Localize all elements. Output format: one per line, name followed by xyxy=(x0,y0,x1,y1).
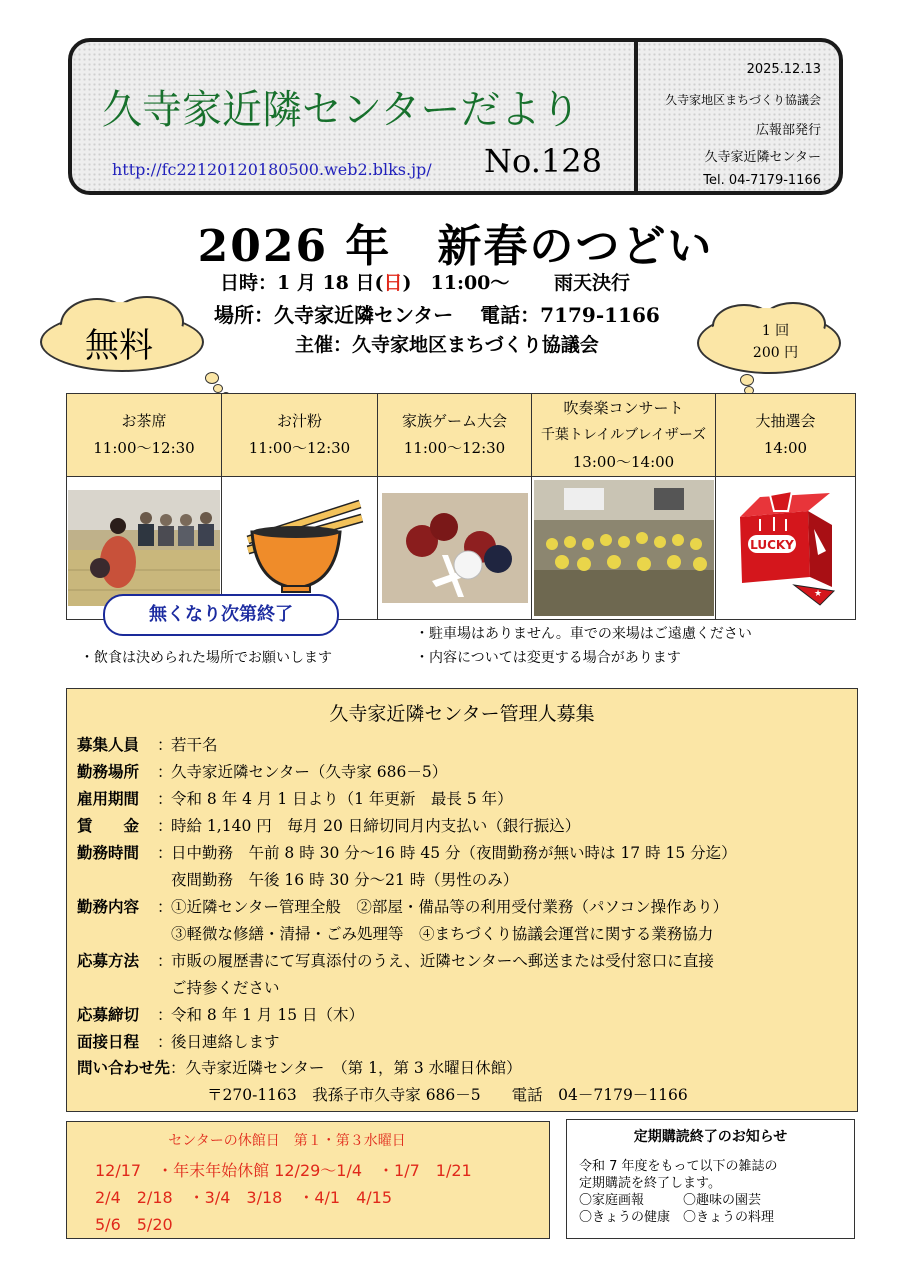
program-soup: お汁粉 11:00～12:30 xyxy=(222,394,378,477)
holiday-line: 2/4 2/18 ・3/4 3/18 ・4/1 4/15 xyxy=(95,1188,393,1207)
holiday-box xyxy=(66,1121,550,1239)
recruitment-row-label: 募集人員 xyxy=(77,736,140,754)
recruitment-address: 〒270-1163 我孫子市久寺家 686－5 電話 04－7179－1166 xyxy=(207,1086,688,1104)
recruitment-row-value: ③軽微な修繕・清掃・ごみ処理等 ④まちづくり協議会運営に関する業務協力 xyxy=(171,925,714,943)
recruitment-row xyxy=(77,920,713,948)
recruitment-row-label: 面接日程 xyxy=(77,1033,140,1051)
recruitment-row-value: 夜間勤務 午後 16 時 30 分～21 時（男性のみ） xyxy=(171,871,519,889)
recruitment-row: 勤務場所 ：久寺家近隣センター（久寺家 686－5） xyxy=(77,758,447,786)
recruitment-row-value: 令和 8 年 4 月 1 日より（1 年更新 最長 5 年） xyxy=(171,790,513,808)
recruitment-row: 勤務内容 ：①近隣センター管理全般 ②部屋・備品等の利用受付業務（パソコン操作あり） xyxy=(77,893,728,921)
recruitment-row-value: 令和 8 年 1 月 15 日（木） xyxy=(171,1006,365,1024)
recruitment-row-value: ①近隣センター管理全般 ②部屋・備品等の利用受付業務（パソコン操作あり） xyxy=(171,898,729,916)
newsletter-title: 久寺家近隣センターだより xyxy=(102,87,581,133)
free-label: 無料 xyxy=(85,326,153,366)
program-concert: 吹奏楽コンサート 千葉トレイルブレイザーズ 13:00～14:00 xyxy=(532,394,716,477)
recruitment-row: 応募締切 ：令和 8 年 1 月 15 日（木） xyxy=(77,1001,364,1029)
recruitment-title: 久寺家近隣センター管理人募集 xyxy=(329,703,595,725)
recruitment-row-value: 市販の履歴書にて写真添付のうえ、近隣センターへ郵送または受付窓口に直接 xyxy=(171,952,714,970)
recruitment-row: 応募方法 ：市販の履歴書にて写真添付のうえ、近隣センターへ郵送または受付窓口に直接 xyxy=(77,947,714,975)
subscription-line: 〇家庭画報 〇趣味の園芸 xyxy=(579,1193,762,1208)
publisher-center: 久寺家近隣センター xyxy=(704,150,821,165)
recruitment-row-label: 応募締切 xyxy=(77,1006,140,1024)
food-note: ・飲食は決められた場所でお願いします xyxy=(80,650,332,666)
recruitment-row-label: 雇用期間 xyxy=(77,790,140,808)
newsletter-header xyxy=(68,38,843,195)
recruitment-row xyxy=(77,866,518,894)
recruitment-row-value: ご持参ください xyxy=(171,979,280,997)
header-divider xyxy=(634,42,638,195)
recruitment-contact: 問い合わせ先：久寺家近隣センター （第 1，第 3 水曜日休館） xyxy=(77,1059,522,1077)
website-link[interactable]: http://fc22120120180500.web2.blks.jp/ xyxy=(112,160,432,179)
event-date: 日時：1 月 18 日(日) 11:00～ 雨天決行 xyxy=(220,272,631,294)
end-when-gone-badge: 無くなり次第終了 xyxy=(103,594,339,636)
recruitment-row-label: 応募方法 xyxy=(77,952,140,970)
recruitment-box xyxy=(66,688,858,1112)
svg-text:★: ★ xyxy=(813,589,822,599)
parking-note: ・駐車場はありません。車での来場はご遠慮ください xyxy=(415,626,752,642)
publisher-dept: 広報部発行 xyxy=(755,123,821,138)
recruitment-row-label: 賃 金 xyxy=(77,817,140,835)
recruitment-row-label: 勤務内容 xyxy=(77,898,140,916)
subscription-line: 定期購読を終了します。 xyxy=(579,1176,721,1191)
issue-number: No.128 xyxy=(484,142,602,180)
recruitment-row-value: 若干名 xyxy=(171,736,218,754)
subscription-notice xyxy=(566,1119,855,1239)
publisher-tel: Tel. 04-7179-1166 xyxy=(703,173,821,188)
recruitment-row-value: 時給 1,140 円 毎月 20 日締切同月内支払い（銀行振込） xyxy=(171,817,581,835)
recruitment-row: 勤務時間 ：日中勤務 午前 8 時 30 分～16 時 45 分（夜間勤務が無い時は 17 時 15 分迄） xyxy=(77,839,737,867)
lucky-box-icon xyxy=(716,477,856,620)
publish-date: 2025.12.13 xyxy=(746,62,821,77)
recruitment-row: 面接日程 ：後日連絡します xyxy=(77,1028,280,1056)
subscription-line: 令和 7 年度をもって以下の雑誌の xyxy=(579,1159,778,1174)
subscription-title: 定期購読終了のお知らせ xyxy=(633,1129,788,1145)
holiday-title: センターの休館日 第１・第３水曜日 xyxy=(168,1133,406,1149)
price-label: 1 回 200 円 xyxy=(752,323,799,361)
subscription-line: 〇きょうの健康 〇きょうの料理 xyxy=(579,1210,775,1225)
program-tea: お茶席 11:00～12:30 xyxy=(67,394,222,477)
recruitment-row-label: 勤務時間 xyxy=(77,844,140,862)
recruitment-row xyxy=(77,974,280,1002)
recruitment-row: 募集人員 ：若干名 xyxy=(77,731,218,759)
event-day: 日 xyxy=(383,272,403,294)
holiday-line: 12/17 ・年末年始休館 12/29～1/4 ・1/7 1/21 xyxy=(95,1161,472,1180)
band-concert-photo xyxy=(532,477,716,620)
publisher-org: 久寺家地区まちづくり協議会 xyxy=(665,93,821,107)
program-table xyxy=(66,393,856,620)
svg-text:LUCKY: LUCKY xyxy=(749,538,794,552)
program-game: 家族ゲーム大会 11:00～12:30 xyxy=(378,394,532,477)
event-host: 主催：久寺家地区まちづくり協議会 xyxy=(295,334,599,356)
recruitment-row: 賃 金 ：時給 1,140 円 毎月 20 日締切同月内支払い（銀行振込） xyxy=(77,812,580,840)
event-place: 場所：久寺家近隣センター 電話：7179-1166 xyxy=(214,303,660,327)
recruitment-row-value: 久寺家近隣センター（久寺家 686－5） xyxy=(171,763,448,781)
program-lottery: 大抽選会 14:00 xyxy=(716,394,856,477)
event-title: 2026 年 新春のつどい xyxy=(197,221,714,272)
boccia-balls-photo xyxy=(378,477,532,620)
change-note: ・内容については変更する場合があります xyxy=(415,650,681,666)
recruitment-row-value: 後日連絡します xyxy=(171,1033,280,1051)
recruitment-row-value: 日中勤務 午前 8 時 30 分～16 時 45 分（夜間勤務が無い時は 17 時 15 分迄） xyxy=(171,844,737,862)
recruitment-row: 雇用期間 ：令和 8 年 4 月 1 日より（1 年更新 最長 5 年） xyxy=(77,785,513,813)
holiday-line: 5/6 5/20 xyxy=(95,1215,173,1234)
recruitment-row-label: 勤務場所 xyxy=(77,763,140,781)
